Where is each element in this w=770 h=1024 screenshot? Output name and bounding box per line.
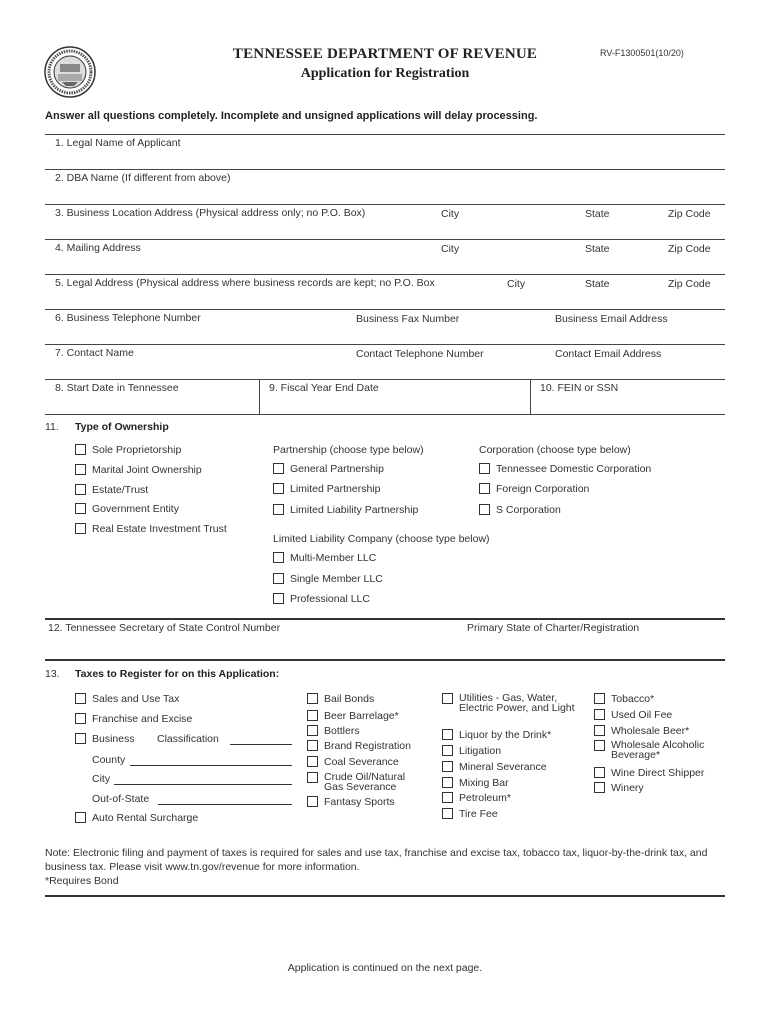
out-of-state-label: Out-of-State <box>92 793 150 805</box>
classification-label: Classification <box>157 733 219 745</box>
form-subtitle: Application for Registration <box>300 66 470 81</box>
fiscal-year-end-label[interactable]: 9. Fiscal Year End Date <box>269 382 379 394</box>
limited-partnership-checkbox[interactable] <box>273 483 284 494</box>
checkbox-label: Real Estate Investment Trust <box>92 523 227 535</box>
divider <box>45 204 725 205</box>
winery-checkbox[interactable] <box>594 782 605 793</box>
checkbox-label: Franchise and Excise <box>92 713 193 725</box>
business-fax-label[interactable]: Business Fax Number <box>356 313 460 325</box>
fein-ssn-label[interactable]: 10. FEIN or SSN <box>540 382 619 394</box>
checkbox-label: Estate/Trust <box>92 484 149 496</box>
fantasy-sports-checkbox[interactable] <box>307 796 318 807</box>
checkbox-label: Foreign Corporation <box>496 483 590 495</box>
divider <box>45 379 725 380</box>
wholesale-alcoholic-checkbox[interactable] <box>594 740 605 751</box>
litigation-checkbox[interactable] <box>442 745 453 756</box>
checkbox-label: Professional LLC <box>290 593 370 605</box>
contact-email-label[interactable]: Contact Email Address <box>555 348 662 360</box>
mailing-address-label[interactable]: 4. Mailing Address <box>55 242 141 254</box>
checkbox-label: S Corporation <box>496 504 561 516</box>
checkbox-label: Petroleum* <box>459 792 511 804</box>
checkbox-label: Beer Barrelage* <box>324 710 399 722</box>
checkbox-label: Bottlers <box>324 725 360 737</box>
divider <box>45 169 725 170</box>
contact-name-label[interactable]: 7. Contact Name <box>55 347 134 359</box>
electronic-filing-note: Note: Electronic filing and payment of taxes is required for sales and use tax, franchise and excise tax, tobacco tax, liquor-by-the-drink tax, and business tax. Please visit www.tn.gov/revenue for more information. <box>45 847 708 873</box>
zip-label[interactable]: Zip Code <box>668 243 711 255</box>
single-member-llc-checkbox[interactable] <box>273 573 284 584</box>
checkbox-label: Limited Partnership <box>290 483 381 495</box>
checkbox-label: Wine Direct Shipper <box>611 767 705 779</box>
s-corp-checkbox[interactable] <box>479 504 490 515</box>
checkbox-label: Government Entity <box>92 503 179 515</box>
divider <box>259 379 260 414</box>
checkbox-label: Single Member LLC <box>290 573 383 585</box>
form-title: TENNESSEE DEPARTMENT OF REVENUE <box>232 46 538 62</box>
business-email-label[interactable]: Business Email Address <box>555 313 668 325</box>
sales-use-tax-checkbox[interactable] <box>75 693 86 704</box>
multi-member-llc-checkbox[interactable] <box>273 552 284 563</box>
checkbox-label: Multi-Member LLC <box>290 552 377 564</box>
legal-address-label[interactable]: 5. Legal Address (Physical address where business records are kept; no P.O. Box <box>55 277 435 289</box>
primary-state-label[interactable]: Primary State of Charter/Registration <box>467 622 640 634</box>
checkbox-label: Mineral Severance <box>459 761 547 773</box>
checkbox-label: Wholesale Alcoholic Beverage* <box>611 739 705 761</box>
llc-header: Limited Liability Company (choose type below) <box>273 533 490 545</box>
checkbox-label: Liquor by the Drink* <box>459 729 552 741</box>
state-label[interactable]: State <box>585 278 610 290</box>
checkbox-label: Winery <box>611 782 644 794</box>
government-entity-checkbox[interactable] <box>75 503 86 514</box>
taxes-title: Taxes to Register for on this Application: <box>75 668 280 680</box>
city-label[interactable]: City <box>507 278 526 290</box>
business-tax-checkbox[interactable] <box>75 733 86 744</box>
estate-trust-checkbox[interactable] <box>75 484 86 495</box>
divider <box>45 895 725 897</box>
divider <box>45 414 725 415</box>
checkbox-label: Coal Severance <box>324 756 399 768</box>
divider <box>45 618 725 620</box>
divider <box>45 659 725 661</box>
auto-rental-checkbox[interactable] <box>75 812 86 823</box>
liquor-by-drink-checkbox[interactable] <box>442 729 453 740</box>
coal-severance-checkbox[interactable] <box>307 756 318 767</box>
checkbox-label: Tobacco* <box>611 693 655 705</box>
county-label: County <box>92 754 126 766</box>
zip-label[interactable]: Zip Code <box>668 208 711 220</box>
legal-name-label[interactable]: 1. Legal Name of Applicant <box>55 137 181 149</box>
checkbox-label: Fantasy Sports <box>324 796 395 808</box>
checkbox-label: Marital Joint Ownership <box>92 464 202 476</box>
checkbox-label: Business <box>92 733 135 745</box>
utilities-checkbox[interactable] <box>442 693 453 704</box>
checkbox-label: Bail Bonds <box>324 693 375 705</box>
bail-bonds-checkbox[interactable] <box>307 693 318 704</box>
section-13-number: 13. <box>45 668 60 680</box>
used-oil-fee-checkbox[interactable] <box>594 709 605 720</box>
divider <box>530 379 531 414</box>
marital-joint-checkbox[interactable] <box>75 464 86 475</box>
foreign-corp-checkbox[interactable] <box>479 483 490 494</box>
divider <box>45 274 725 275</box>
divider <box>45 344 725 345</box>
city-field[interactable] <box>114 784 292 785</box>
divider <box>45 134 725 135</box>
city-label[interactable]: City <box>441 243 460 255</box>
divider <box>45 239 725 240</box>
classification-field[interactable] <box>230 744 292 745</box>
start-date-label[interactable]: 8. Start Date in Tennessee <box>55 382 179 394</box>
sos-control-number-label[interactable]: 12. Tennessee Secretary of State Control Number <box>48 622 281 634</box>
wine-direct-shipper-checkbox[interactable] <box>594 767 605 778</box>
section-11-number: 11. <box>45 421 59 433</box>
checkbox-label: Limited Liability Partnership <box>290 504 419 516</box>
checkbox-label: Brand Registration <box>324 740 411 752</box>
tire-fee-checkbox[interactable] <box>442 808 453 819</box>
checkbox-label: Utilities - Gas, Water, Electric Power, and Light <box>459 692 575 714</box>
mixing-bar-checkbox[interactable] <box>442 777 453 788</box>
state-label[interactable]: State <box>585 243 610 255</box>
ownership-title: Type of Ownership <box>75 421 169 433</box>
business-phone-label[interactable]: 6. Business Telephone Number <box>55 312 201 324</box>
city-label[interactable]: City <box>441 208 460 220</box>
sole-proprietorship-checkbox[interactable] <box>75 444 86 455</box>
checkbox-label: Mixing Bar <box>459 777 509 789</box>
checkbox-label: General Partnership <box>290 463 384 475</box>
city-label: City <box>92 773 111 785</box>
general-partnership-checkbox[interactable] <box>273 463 284 474</box>
checkbox-label: Used Oil Fee <box>611 709 673 721</box>
bond-note: *Requires Bond <box>45 875 119 887</box>
mineral-severance-checkbox[interactable] <box>442 761 453 772</box>
continuation-note: Application is continued on the next page. <box>287 962 483 974</box>
wholesale-beer-checkbox[interactable] <box>594 725 605 736</box>
instructions: Answer all questions completely. Incomplete and unsigned applications will delay processing. <box>45 110 538 122</box>
divider <box>45 309 725 310</box>
county-field[interactable] <box>130 765 292 766</box>
checkbox-label: Crude Oil/Natural Gas Severance <box>324 771 406 793</box>
note-text <box>45 846 727 888</box>
contact-phone-label[interactable]: Contact Telephone Number <box>356 348 484 360</box>
checkbox-label: Tennessee Domestic Corporation <box>496 463 652 475</box>
crude-oil-checkbox[interactable] <box>307 772 318 783</box>
petroleum-checkbox[interactable] <box>442 792 453 803</box>
dba-name-label[interactable]: 2. DBA Name (If different from above) <box>55 172 231 184</box>
checkbox-label: Sales and Use Tax <box>92 693 180 705</box>
professional-llc-checkbox[interactable] <box>273 593 284 604</box>
checkbox-label: Sole Proprietorship <box>92 444 182 456</box>
out-of-state-field[interactable] <box>158 804 292 805</box>
reit-checkbox[interactable] <box>75 523 86 534</box>
business-location-label[interactable]: 3. Business Location Address (Physical address only; no P.O. Box) <box>55 207 366 219</box>
tn-domestic-corp-checkbox[interactable] <box>479 463 490 474</box>
franchise-excise-checkbox[interactable] <box>75 713 86 724</box>
corporation-header: Corporation (choose type below) <box>479 444 631 456</box>
checkbox-label: Tire Fee <box>459 808 498 820</box>
beer-barrelage-checkbox[interactable] <box>307 710 318 721</box>
tobacco-checkbox[interactable] <box>594 693 605 704</box>
brand-registration-checkbox[interactable] <box>307 740 318 751</box>
checkbox-label: Auto Rental Surcharge <box>92 812 199 824</box>
partnership-header: Partnership (choose type below) <box>273 444 424 456</box>
state-seal-icon <box>44 46 96 98</box>
bottlers-checkbox[interactable] <box>307 725 318 736</box>
llp-checkbox[interactable] <box>273 504 284 515</box>
checkbox-label: Litigation <box>459 745 502 757</box>
checkbox-label: Wholesale Beer* <box>611 725 690 737</box>
form-number: RV-F1300501(10/20) <box>600 48 684 58</box>
zip-label[interactable]: Zip Code <box>668 278 711 290</box>
state-label[interactable]: State <box>585 208 610 220</box>
